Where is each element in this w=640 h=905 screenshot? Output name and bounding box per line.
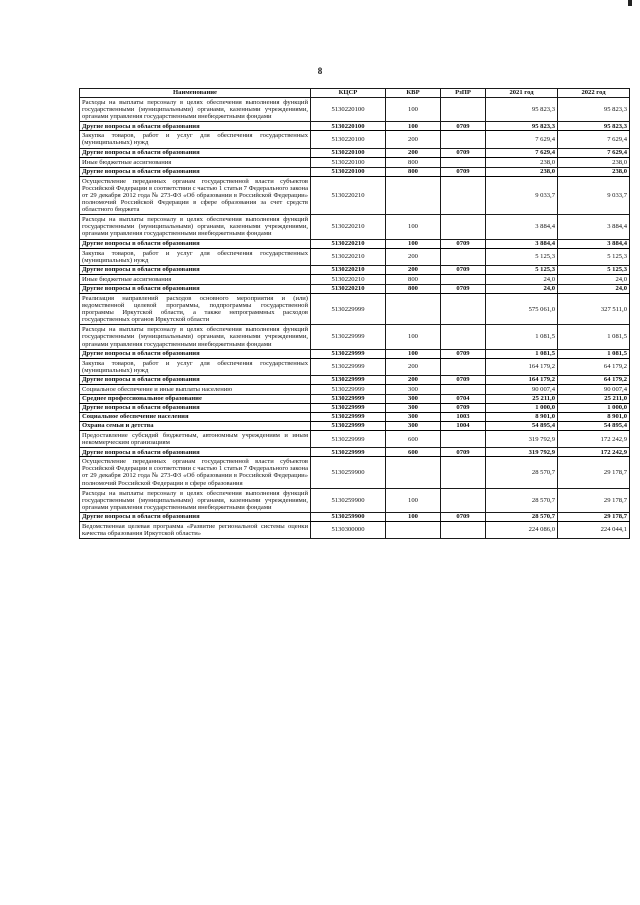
cell-rzpr: 0709 — [441, 284, 486, 293]
cell-kvr: 100 — [386, 349, 441, 358]
cell-name: Другие вопросы в области образования — [80, 448, 311, 457]
cell-kvr: 800 — [386, 284, 441, 293]
cell-kcsr: 5130229999 — [311, 394, 386, 403]
cell-kcsr: 5130259900 — [311, 457, 386, 488]
cell-kcsr: 5130220210 — [311, 239, 386, 248]
cell-name: Расходы на выплаты персоналу в целях обеспечения выполнения функций государственными (муниципальными) органами, казенными учреждениями, органами управления государственными внебюджетными фондами — [80, 98, 311, 122]
table-row — [80, 375, 630, 384]
cell-name: Иные бюджетные ассигнования — [80, 157, 311, 167]
cell-rzpr: 1004 — [441, 421, 486, 430]
cell-rzpr — [441, 430, 486, 447]
cell-kvr: 200 — [386, 375, 441, 384]
cell-name: Другие вопросы в области образования — [80, 512, 311, 521]
cell-kvr: 100 — [386, 215, 441, 239]
cell-kvr — [386, 457, 441, 488]
cell-kvr — [386, 176, 441, 215]
cell-rzpr — [441, 131, 486, 148]
cell-kvr: 300 — [386, 412, 441, 421]
cell-y2022: 172 242,9 — [558, 448, 630, 457]
cell-name: Социальное обеспечение населения — [80, 412, 311, 421]
cell-name: Расходы на выплаты персоналу в целях обеспечения выполнения функций государственными (муниципальными) органами, казенными учреждениями, органами управления государственными внебюджетными фондами — [80, 325, 311, 349]
cell-y2021: 54 895,4 — [486, 421, 558, 430]
cell-y2021: 319 792,9 — [486, 448, 558, 457]
cell-kvr: 100 — [386, 488, 441, 512]
cell-kvr: 300 — [386, 394, 441, 403]
scan-corner-mark — [628, 0, 632, 6]
cell-name: Другие вопросы в области образования — [80, 148, 311, 157]
table-row — [80, 430, 630, 447]
table-row — [80, 384, 630, 394]
cell-y2022: 5 125,3 — [558, 248, 630, 265]
cell-kcsr: 5130229999 — [311, 421, 386, 430]
cell-y2022: 327 511,0 — [558, 293, 630, 324]
table-row — [80, 265, 630, 274]
cell-y2022: 1 000,0 — [558, 403, 630, 412]
page-number: 8 — [317, 66, 323, 76]
cell-kvr: 300 — [386, 384, 441, 394]
cell-rzpr: 0704 — [441, 394, 486, 403]
cell-kvr: 100 — [386, 512, 441, 521]
cell-kcsr: 5130220210 — [311, 248, 386, 265]
cell-rzpr — [441, 293, 486, 324]
table-row — [80, 488, 630, 512]
table-row — [80, 325, 630, 349]
table-row — [80, 131, 630, 148]
cell-name: Другие вопросы в области образования — [80, 167, 311, 176]
cell-rzpr: 0709 — [441, 148, 486, 157]
cell-kcsr: 5130220100 — [311, 148, 386, 157]
cell-rzpr: 0709 — [441, 512, 486, 521]
cell-y2022: 238,0 — [558, 167, 630, 176]
table-row — [80, 98, 630, 122]
cell-y2022: 64 179,2 — [558, 375, 630, 384]
cell-rzpr: 0709 — [441, 349, 486, 358]
cell-kvr — [386, 521, 441, 538]
table-row — [80, 122, 630, 131]
cell-name: Другие вопросы в области образования — [80, 284, 311, 293]
cell-y2021: 95 823,3 — [486, 98, 558, 122]
cell-kcsr: 5130220210 — [311, 274, 386, 284]
cell-kcsr: 5130229999 — [311, 403, 386, 412]
cell-kcsr: 5130220210 — [311, 284, 386, 293]
cell-rzpr: 0709 — [441, 122, 486, 131]
cell-kcsr: 5130229999 — [311, 349, 386, 358]
cell-y2021: 319 792,9 — [486, 430, 558, 447]
table-row — [80, 176, 630, 215]
cell-kvr: 600 — [386, 430, 441, 447]
cell-y2022: 172 242,9 — [558, 430, 630, 447]
cell-y2021: 238,0 — [486, 157, 558, 167]
cell-rzpr: 0709 — [441, 239, 486, 248]
cell-kvr: 100 — [386, 122, 441, 131]
cell-name: Реализация направлений расходов основного мероприятия и (или) ведомственной целевой программы, подпрограммы государственной программы Иркутской области, а также непрограммных расходов государственных органов Иркутской области — [80, 293, 311, 324]
cell-name: Другие вопросы в области образования — [80, 122, 311, 131]
budget-table-body — [80, 98, 630, 539]
cell-y2022: 7 629,4 — [558, 131, 630, 148]
cell-kvr: 200 — [386, 148, 441, 157]
table-row — [80, 403, 630, 412]
cell-name: Другие вопросы в области образования — [80, 375, 311, 384]
cell-y2022: 29 178,7 — [558, 488, 630, 512]
cell-y2021: 1 081,5 — [486, 349, 558, 358]
cell-name: Другие вопросы в области образования — [80, 239, 311, 248]
cell-rzpr — [441, 358, 486, 375]
cell-kcsr: 5130220210 — [311, 215, 386, 239]
cell-y2022: 9 033,7 — [558, 176, 630, 215]
header-name: Наименование — [80, 89, 311, 98]
cell-y2022: 24,0 — [558, 274, 630, 284]
cell-y2021: 164 179,2 — [486, 358, 558, 375]
cell-y2022: 224 044,1 — [558, 521, 630, 538]
cell-name: Другие вопросы в области образования — [80, 349, 311, 358]
cell-y2022: 1 081,5 — [558, 349, 630, 358]
table-row — [80, 274, 630, 284]
cell-kcsr: 5130300000 — [311, 521, 386, 538]
header-row — [80, 89, 630, 98]
cell-y2022: 5 125,3 — [558, 265, 630, 274]
cell-kcsr: 5130229999 — [311, 448, 386, 457]
cell-kcsr: 5130229999 — [311, 325, 386, 349]
cell-kvr: 200 — [386, 131, 441, 148]
cell-kvr: 800 — [386, 157, 441, 167]
cell-y2021: 224 086,0 — [486, 521, 558, 538]
cell-name: Осуществление переданных органам государственной власти субъектов Российской Федерации в соответствии с частью 1 статьи 7 Федерального закона от 29 декабря 2012 года № 273-ФЗ «Об образовании в Российской Федерации» полномочий Российской Федерации в сфере образования — [80, 457, 311, 488]
cell-name: Закупка товаров, работ и услуг для обеспечения государственных (муниципальных) нужд — [80, 358, 311, 375]
cell-y2022: 7 629,4 — [558, 148, 630, 157]
cell-rzpr — [441, 98, 486, 122]
budget-table — [79, 88, 630, 539]
cell-y2021: 5 125,3 — [486, 265, 558, 274]
cell-rzpr — [441, 521, 486, 538]
cell-y2021: 95 823,3 — [486, 122, 558, 131]
cell-name: Предоставление субсидий бюджетным, автономным учреждениям и иным некоммерческим организациям — [80, 430, 311, 447]
cell-rzpr — [441, 384, 486, 394]
header-2021: 2021 год — [486, 89, 558, 98]
table-row — [80, 167, 630, 176]
cell-kvr: 100 — [386, 98, 441, 122]
cell-rzpr — [441, 488, 486, 512]
cell-y2021: 25 211,0 — [486, 394, 558, 403]
cell-y2021: 90 007,4 — [486, 384, 558, 394]
cell-y2021: 24,0 — [486, 284, 558, 293]
header-kcsr: КЦСР — [311, 89, 386, 98]
cell-kcsr: 5130220100 — [311, 98, 386, 122]
cell-rzpr: 0709 — [441, 375, 486, 384]
header-kvr: КВР — [386, 89, 441, 98]
cell-y2021: 8 901,0 — [486, 412, 558, 421]
cell-kcsr: 5130229999 — [311, 384, 386, 394]
cell-kvr: 600 — [386, 448, 441, 457]
cell-y2021: 28 570,7 — [486, 457, 558, 488]
cell-name: Осуществление переданных органам государственной власти субъектов Российской Федерации в соответствии с частью 1 статьи 7 Федерального закона от 29 декабря 2012 года № 273-ФЗ «Об образовании в Российской Федерации» полномочий Российской Федерации в сфере образования за счет средств областного бюджета — [80, 176, 311, 215]
table-row — [80, 215, 630, 239]
cell-y2022: 54 895,4 — [558, 421, 630, 430]
cell-rzpr — [441, 215, 486, 239]
cell-name: Закупка товаров, работ и услуг для обеспечения государственных (муниципальных) нужд — [80, 248, 311, 265]
cell-y2021: 5 125,3 — [486, 248, 558, 265]
cell-y2022: 8 901,0 — [558, 412, 630, 421]
table-row — [80, 457, 630, 488]
table-row — [80, 412, 630, 421]
table-row — [80, 448, 630, 457]
cell-name: Среднее профессиональное образование — [80, 394, 311, 403]
cell-kcsr: 5130220100 — [311, 122, 386, 131]
cell-kvr: 100 — [386, 239, 441, 248]
cell-y2022: 3 884,4 — [558, 215, 630, 239]
cell-kvr: 800 — [386, 274, 441, 284]
cell-y2021: 3 884,4 — [486, 239, 558, 248]
table-row — [80, 358, 630, 375]
cell-rzpr: 1003 — [441, 412, 486, 421]
cell-name: Другие вопросы в области образования — [80, 403, 311, 412]
cell-y2022: 25 211,0 — [558, 394, 630, 403]
cell-y2021: 9 033,7 — [486, 176, 558, 215]
cell-name: Расходы на выплаты персоналу в целях обеспечения выполнения функций государственными (муниципальными) органами, казенными учреждениями, органами управления государственными внебюджетными фондами — [80, 488, 311, 512]
cell-rzpr — [441, 176, 486, 215]
table-row — [80, 512, 630, 521]
cell-kcsr: 5130229999 — [311, 293, 386, 324]
cell-rzpr — [441, 248, 486, 265]
cell-y2021: 164 179,2 — [486, 375, 558, 384]
cell-y2021: 24,0 — [486, 274, 558, 284]
cell-rzpr: 0709 — [441, 265, 486, 274]
header-2022: 2022 год — [558, 89, 630, 98]
cell-kvr: 300 — [386, 403, 441, 412]
cell-y2021: 575 061,0 — [486, 293, 558, 324]
cell-y2022: 95 823,3 — [558, 98, 630, 122]
cell-rzpr — [441, 274, 486, 284]
cell-rzpr — [441, 325, 486, 349]
cell-rzpr: 0709 — [441, 448, 486, 457]
cell-kvr: 800 — [386, 167, 441, 176]
cell-kcsr: 5130229999 — [311, 358, 386, 375]
table-row — [80, 421, 630, 430]
cell-kcsr: 5130220210 — [311, 176, 386, 215]
cell-name: Другие вопросы в области образования — [80, 265, 311, 274]
cell-y2021: 3 884,4 — [486, 215, 558, 239]
cell-y2021: 1 000,0 — [486, 403, 558, 412]
cell-kvr: 100 — [386, 325, 441, 349]
cell-kvr: 200 — [386, 265, 441, 274]
cell-y2022: 64 179,2 — [558, 358, 630, 375]
cell-y2021: 1 081,5 — [486, 325, 558, 349]
cell-kcsr: 5130229999 — [311, 412, 386, 421]
cell-rzpr: 0709 — [441, 167, 486, 176]
cell-kcsr: 5130220100 — [311, 167, 386, 176]
cell-name: Охрана семьи и детства — [80, 421, 311, 430]
cell-kcsr: 5130229999 — [311, 375, 386, 384]
table-row — [80, 157, 630, 167]
cell-rzpr: 0709 — [441, 403, 486, 412]
cell-y2022: 95 823,3 — [558, 122, 630, 131]
cell-kcsr: 5130220100 — [311, 131, 386, 148]
cell-y2022: 238,0 — [558, 157, 630, 167]
cell-kcsr: 5130259900 — [311, 488, 386, 512]
cell-kvr: 300 — [386, 421, 441, 430]
cell-y2022: 24,0 — [558, 284, 630, 293]
cell-kvr: 200 — [386, 358, 441, 375]
table-row — [80, 349, 630, 358]
cell-name: Расходы на выплаты персоналу в целях обеспечения выполнения функций государственными (муниципальными) органами, казенными учреждениями, органами управления государственными внебюджетными фондами — [80, 215, 311, 239]
cell-kcsr: 5130259900 — [311, 512, 386, 521]
cell-y2022: 90 007,4 — [558, 384, 630, 394]
cell-name: Ведомственная целевая программа «Развитие региональной системы оценки качества образования Иркутской области» — [80, 521, 311, 538]
cell-y2022: 1 081,5 — [558, 325, 630, 349]
cell-name: Иные бюджетные ассигнования — [80, 274, 311, 284]
table-row — [80, 394, 630, 403]
table-row — [80, 248, 630, 265]
cell-y2021: 238,0 — [486, 167, 558, 176]
budget-table-header — [80, 89, 630, 98]
cell-kcsr: 5130220210 — [311, 265, 386, 274]
cell-y2022: 29 178,7 — [558, 457, 630, 488]
cell-y2022: 29 178,7 — [558, 512, 630, 521]
table-row — [80, 293, 630, 324]
table-row — [80, 284, 630, 293]
cell-rzpr — [441, 457, 486, 488]
cell-name: Социальное обеспечение и иные выплаты населению — [80, 384, 311, 394]
header-rzpr: РзПР — [441, 89, 486, 98]
cell-y2021: 7 629,4 — [486, 148, 558, 157]
table-row — [80, 148, 630, 157]
cell-y2022: 3 884,4 — [558, 239, 630, 248]
table-row — [80, 521, 630, 538]
cell-y2021: 28 570,7 — [486, 488, 558, 512]
cell-kcsr: 5130220100 — [311, 157, 386, 167]
cell-kvr: 200 — [386, 248, 441, 265]
cell-kcsr: 5130229999 — [311, 430, 386, 447]
cell-rzpr — [441, 157, 486, 167]
cell-y2021: 28 570,7 — [486, 512, 558, 521]
table-row — [80, 239, 630, 248]
cell-kvr — [386, 293, 441, 324]
cell-y2021: 7 629,4 — [486, 131, 558, 148]
cell-name: Закупка товаров, работ и услуг для обеспечения государственных (муниципальных) нужд — [80, 131, 311, 148]
